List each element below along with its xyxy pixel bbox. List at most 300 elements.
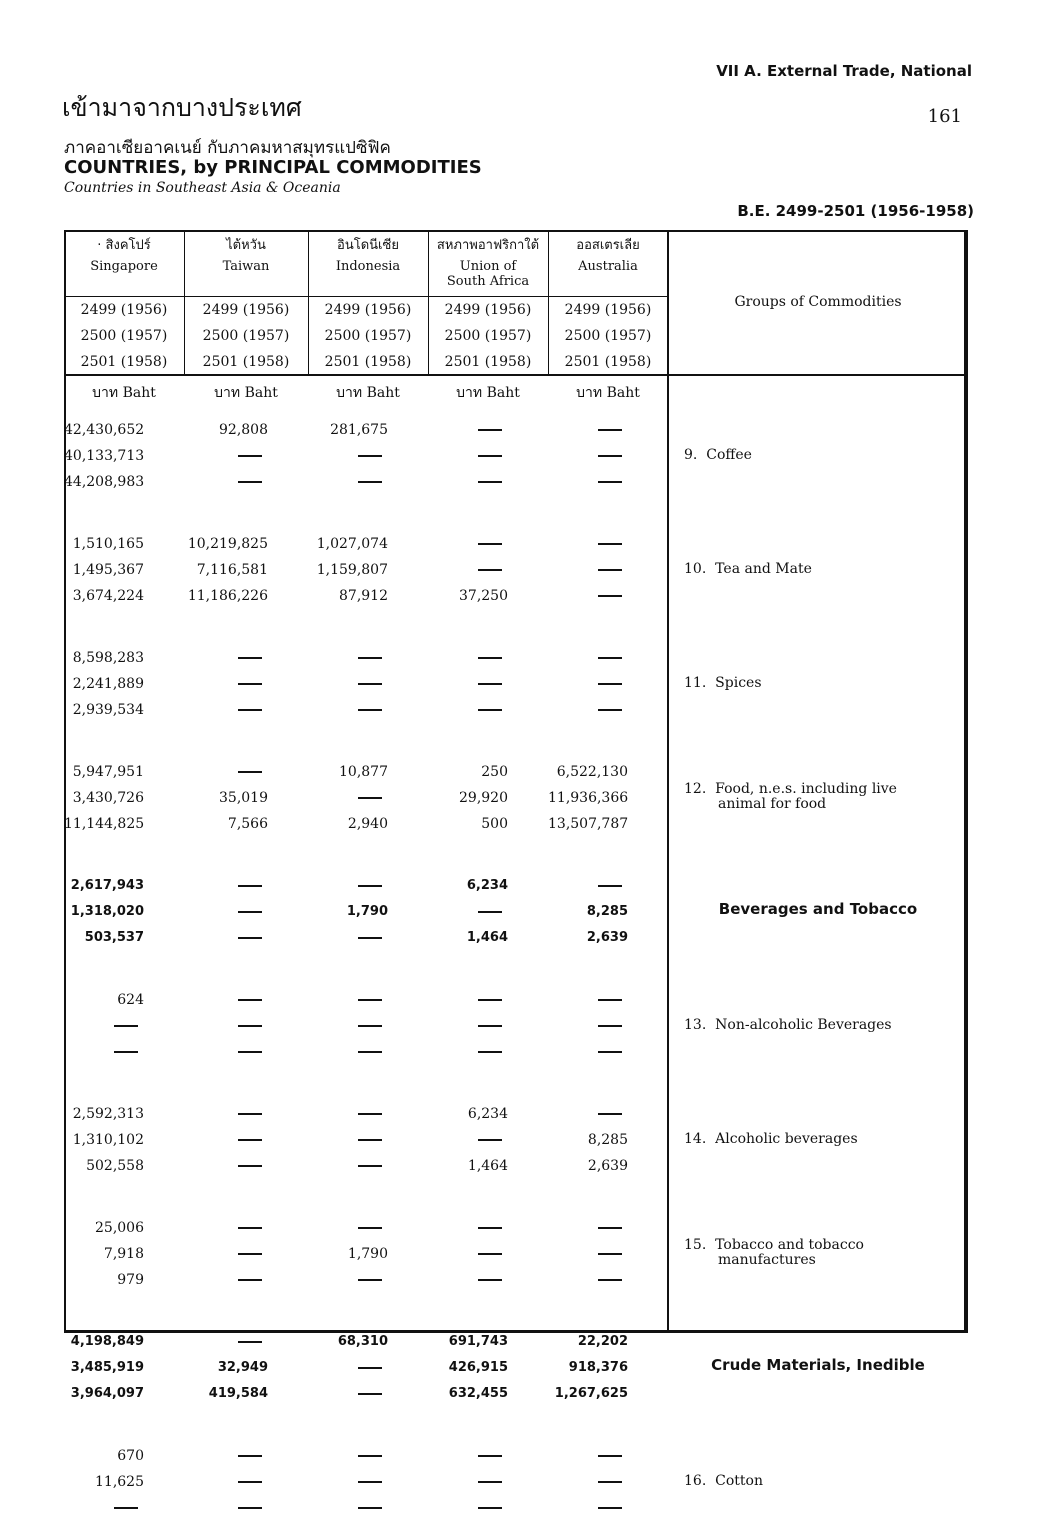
table-cell <box>64 1332 144 1352</box>
table-cell <box>184 788 268 808</box>
empty-dash <box>358 1113 382 1115</box>
table-cell <box>184 1358 268 1378</box>
table-cell <box>308 560 388 580</box>
table-cell <box>184 1270 262 1290</box>
table-cell <box>428 902 502 922</box>
table-cell <box>64 1130 144 1150</box>
table-cell <box>64 472 144 492</box>
commodity-group-name: 14. Alcoholic beverages <box>684 1131 858 1147</box>
cell-value: 502,558 <box>86 1158 144 1174</box>
table-cell <box>548 674 622 694</box>
cell-value: 1,790 <box>347 1246 388 1262</box>
year-label: 2500 (1957) <box>564 328 652 344</box>
table-cell <box>548 928 628 948</box>
table-cell <box>64 1244 144 1264</box>
table-cell <box>64 1016 138 1036</box>
table-cell <box>308 1104 382 1124</box>
empty-dash <box>358 1279 382 1281</box>
commodity-group-name: 16. Cotton <box>684 1473 764 1489</box>
empty-dash <box>358 885 382 887</box>
right-border <box>964 230 968 1332</box>
cell-value: 2,639 <box>586 930 628 945</box>
table-cell <box>308 788 382 808</box>
cell-value: 918,376 <box>568 1360 628 1375</box>
year-label: 2499 (1956) <box>80 302 168 318</box>
column-english: Union of South Africa <box>446 259 530 289</box>
empty-dash <box>238 1113 262 1115</box>
table-cell <box>64 928 144 948</box>
empty-dash <box>598 429 622 431</box>
cell-value: 68,310 <box>337 1334 388 1349</box>
table-cell <box>184 762 262 782</box>
table-cell <box>548 446 622 466</box>
empty-dash <box>598 1279 622 1281</box>
table-cell <box>548 648 622 668</box>
table-cell <box>428 560 502 580</box>
table-cell <box>548 876 622 896</box>
empty-dash <box>598 481 622 483</box>
years-rule <box>64 296 668 297</box>
empty-dash <box>598 885 622 887</box>
table-cell <box>428 586 508 606</box>
cell-value: 426,915 <box>448 1360 508 1375</box>
empty-dash <box>358 1393 382 1395</box>
table-cell <box>184 1384 268 1404</box>
cell-value: 670 <box>117 1448 144 1464</box>
cell-value: 37,250 <box>459 588 508 604</box>
table-cell <box>184 586 268 606</box>
commodity-section-label: Crude Materials, Inedible <box>711 1356 925 1374</box>
table-cell <box>64 1218 144 1238</box>
empty-dash <box>114 1051 138 1053</box>
empty-dash <box>478 1507 502 1509</box>
table-cell <box>64 560 144 580</box>
empty-dash <box>358 683 382 685</box>
cell-value: 281,675 <box>330 422 388 438</box>
cell-value: 1,310,102 <box>72 1132 144 1148</box>
empty-dash <box>598 1113 622 1115</box>
commodity-group-label <box>684 562 812 577</box>
cell-value: 10,877 <box>339 764 388 780</box>
commodity-group-name: 12. Food, n.e.s. including live <box>684 781 897 797</box>
table-cell <box>184 420 268 440</box>
empty-dash <box>478 429 502 431</box>
empty-dash <box>358 1025 382 1027</box>
table-cell <box>428 1472 502 1492</box>
table-cell <box>308 674 382 694</box>
commodity-group-label <box>684 448 752 463</box>
commodity-table <box>64 230 968 1490</box>
empty-dash <box>358 937 382 939</box>
table-cell <box>428 762 508 782</box>
table-cell <box>64 1498 138 1518</box>
table-cell <box>184 990 262 1010</box>
cell-value: 250 <box>481 764 508 780</box>
thai-title: เข้ามาจากบางประเทศ <box>62 93 302 122</box>
cell-value: 1,510,165 <box>72 536 144 552</box>
cell-value: 1,318,020 <box>70 904 144 919</box>
cell-value: 979 <box>117 1272 144 1288</box>
table-cell <box>428 1244 502 1264</box>
table-cell <box>184 648 262 668</box>
empty-dash <box>478 1139 502 1141</box>
table-cell <box>308 1498 382 1518</box>
table-cell <box>64 1446 144 1466</box>
column-english: Australia <box>578 259 638 274</box>
empty-dash <box>478 683 502 685</box>
cell-value: 500 <box>481 816 508 832</box>
table-cell <box>184 700 262 720</box>
empty-dash <box>238 1227 262 1229</box>
cell-value: 6,234 <box>467 1106 508 1122</box>
table-cell <box>428 534 502 554</box>
empty-dash <box>114 1025 138 1027</box>
cell-value: 11,625 <box>95 1474 144 1490</box>
table-cell <box>548 762 628 782</box>
empty-dash <box>358 1455 382 1457</box>
cell-value: 7,116,581 <box>196 562 268 578</box>
cell-value: 87,912 <box>339 588 388 604</box>
table-cell <box>308 902 388 922</box>
commodity-group-label <box>684 1018 892 1033</box>
cell-value: 22,202 <box>577 1334 628 1349</box>
cell-value: 3,674,224 <box>72 588 144 604</box>
table-cell <box>64 876 144 896</box>
empty-dash <box>238 683 262 685</box>
table-cell <box>308 1446 382 1466</box>
table-cell <box>184 876 262 896</box>
empty-dash <box>238 911 262 913</box>
table-cell <box>428 1332 508 1352</box>
cell-value: 11,144,825 <box>64 816 145 832</box>
empty-dash <box>478 1253 502 1255</box>
empty-dash <box>478 543 502 545</box>
table-cell <box>308 1218 382 1238</box>
table-cell <box>428 1130 502 1150</box>
table-cell <box>548 1498 622 1518</box>
empty-dash <box>358 481 382 483</box>
table-cell <box>548 472 622 492</box>
column-header-australia <box>548 238 668 274</box>
column-thai: · สิงคโปร์ <box>97 238 151 253</box>
table-cell <box>184 1156 262 1176</box>
empty-dash <box>598 683 622 685</box>
empty-dash <box>238 709 262 711</box>
table-cell <box>64 700 144 720</box>
table-cell <box>428 1042 502 1062</box>
table-cell <box>184 902 262 922</box>
table-cell <box>548 1446 622 1466</box>
column-thai: สหภาพอาฟริกาใต้ <box>436 238 540 253</box>
empty-dash <box>478 455 502 457</box>
empty-dash <box>114 1507 138 1509</box>
empty-dash <box>238 1165 262 1167</box>
table-cell <box>308 700 382 720</box>
empty-dash <box>238 1279 262 1281</box>
table-cell <box>308 1384 382 1404</box>
table-cell <box>184 928 262 948</box>
column-english: Indonesia <box>335 259 401 274</box>
empty-dash <box>358 1139 382 1141</box>
table-cell <box>64 648 144 668</box>
table-cell <box>308 762 388 782</box>
cell-value: 503,537 <box>84 930 144 945</box>
table-cell <box>184 1498 262 1518</box>
table-cell <box>428 990 502 1010</box>
year-label: 2499 (1956) <box>324 302 412 318</box>
empty-dash <box>598 709 622 711</box>
cell-value: 1,790 <box>346 904 388 919</box>
empty-dash <box>478 911 502 913</box>
table-cell <box>428 446 502 466</box>
empty-dash <box>358 1227 382 1229</box>
year-label: 2499 (1956) <box>564 302 652 318</box>
table-cell <box>548 1104 622 1124</box>
column-header-singapore <box>64 238 184 274</box>
cell-value: 11,936,366 <box>548 790 629 806</box>
cell-value: 691,743 <box>448 1334 508 1349</box>
commodity-group-name: 11. Spices <box>684 675 762 691</box>
table-cell <box>184 1130 262 1150</box>
table-cell <box>308 1332 388 1352</box>
cell-value: 2,592,313 <box>72 1106 144 1122</box>
cell-value: 3,430,726 <box>72 790 144 806</box>
year-label: 2499 (1956) <box>444 302 532 318</box>
commodity-group-label <box>684 1238 864 1268</box>
empty-dash <box>358 657 382 659</box>
empty-dash <box>238 1481 262 1483</box>
year-label: 2499 (1956) <box>202 302 290 318</box>
commodity-section-label: Beverages and Tobacco <box>718 900 918 918</box>
cell-value: 3,485,919 <box>70 1360 144 1375</box>
table-cell <box>428 1358 508 1378</box>
table-cell <box>428 1104 508 1124</box>
table-cell <box>64 1104 144 1124</box>
table-cell <box>64 1358 144 1378</box>
table-cell <box>428 1270 502 1290</box>
year-label: 2501 (1958) <box>202 354 290 370</box>
table-cell <box>428 648 502 668</box>
cell-value: 3,964,097 <box>70 1386 144 1401</box>
cell-value: 7,918 <box>103 1246 144 1262</box>
cell-value: 624 <box>117 992 144 1008</box>
cell-value: 11,186,226 <box>187 588 268 604</box>
year-label: 2500 (1957) <box>80 328 168 344</box>
top-rule <box>64 230 968 232</box>
table-cell <box>308 472 382 492</box>
cell-value: 2,617,943 <box>70 878 144 893</box>
table-cell <box>184 1472 262 1492</box>
cell-value: 25,006 <box>95 1220 144 1236</box>
table-cell <box>184 1332 262 1352</box>
empty-dash <box>598 657 622 659</box>
commodity-group-label <box>684 782 897 812</box>
table-cell <box>428 876 508 896</box>
commodity-group-name: 13. Non-alcoholic Beverages <box>684 1017 892 1033</box>
table-cell <box>64 1384 144 1404</box>
table-cell <box>64 534 144 554</box>
column-english: Singapore <box>90 259 158 274</box>
cell-value: 1,027,074 <box>316 536 388 552</box>
year-label: 2500 (1957) <box>202 328 290 344</box>
empty-dash <box>478 1455 502 1457</box>
table-cell <box>548 1042 622 1062</box>
table-cell <box>308 1042 382 1062</box>
table-cell <box>548 700 622 720</box>
year-label: 2501 (1958) <box>80 354 168 370</box>
column-header-taiwan <box>184 238 308 274</box>
table-cell <box>64 1156 144 1176</box>
table-cell <box>548 1218 622 1238</box>
table-cell <box>308 446 382 466</box>
english-title: COUNTRIES, by PRINCIPAL COMMODITIES <box>64 157 482 178</box>
table-cell <box>308 420 388 440</box>
column-header-indonesia <box>308 238 428 274</box>
cell-value: 42,430,652 <box>64 422 145 438</box>
empty-dash <box>478 657 502 659</box>
table-cell <box>184 674 262 694</box>
table-cell <box>184 1218 262 1238</box>
table-cell <box>64 1472 144 1492</box>
empty-dash <box>358 1507 382 1509</box>
table-cell <box>308 814 388 834</box>
cell-value: 1,159,807 <box>316 562 388 578</box>
empty-dash <box>358 455 382 457</box>
empty-dash <box>598 1481 622 1483</box>
cell-value: 7,566 <box>227 816 268 832</box>
empty-dash <box>238 1455 262 1457</box>
table-cell <box>308 1358 382 1378</box>
column-thai: อินโดนีเซีย <box>337 238 399 253</box>
commodity-group-label <box>684 676 762 691</box>
table-cell <box>428 472 502 492</box>
column-english: Taiwan <box>222 259 270 274</box>
table-cell <box>548 788 628 808</box>
empty-dash <box>478 709 502 711</box>
table-cell <box>428 1498 502 1518</box>
empty-dash <box>598 1253 622 1255</box>
year-label: 2500 (1957) <box>444 328 532 344</box>
table-cell <box>184 446 262 466</box>
table-cell <box>308 648 382 668</box>
cell-value: 32,949 <box>217 1360 268 1375</box>
empty-dash <box>238 1139 262 1141</box>
cell-value: 8,285 <box>586 904 628 919</box>
table-cell <box>308 1016 382 1036</box>
table-cell <box>184 534 268 554</box>
table-cell <box>428 674 502 694</box>
table-cell <box>184 1016 262 1036</box>
empty-dash <box>598 455 622 457</box>
empty-dash <box>358 797 382 799</box>
cell-value: 632,455 <box>448 1386 508 1401</box>
cell-value: 1,464 <box>467 1158 508 1174</box>
table-cell <box>308 586 388 606</box>
cell-value: 1,464 <box>466 930 508 945</box>
empty-dash <box>238 455 262 457</box>
empty-dash <box>478 1051 502 1053</box>
column-thai: ออสเตรเลีย <box>576 238 640 253</box>
table-cell <box>184 1446 262 1466</box>
table-cell <box>548 1472 622 1492</box>
period-label: B.E. 2499-2501 (1956-1958) <box>737 202 974 220</box>
empty-dash <box>238 481 262 483</box>
empty-dash <box>358 709 382 711</box>
groups-of-commodities-header: Groups of Commodities <box>734 294 902 310</box>
table-cell <box>308 1156 382 1176</box>
page-number: 161 <box>927 106 962 127</box>
empty-dash <box>478 1025 502 1027</box>
cell-value: 2,639 <box>587 1158 628 1174</box>
table-cell <box>428 1156 508 1176</box>
table-cell <box>184 560 268 580</box>
empty-dash <box>478 481 502 483</box>
table-cell <box>64 586 144 606</box>
empty-dash <box>598 1051 622 1053</box>
table-cell <box>548 1332 628 1352</box>
unit-label: บาท Baht <box>214 385 278 401</box>
table-cell <box>428 788 508 808</box>
table-cell <box>548 1156 628 1176</box>
table-cell <box>64 814 144 834</box>
table-cell <box>64 1270 144 1290</box>
year-label: 2501 (1958) <box>324 354 412 370</box>
cell-value: 8,285 <box>587 1132 628 1148</box>
cell-value: 8,598,283 <box>72 650 144 666</box>
table-cell <box>308 1130 382 1150</box>
table-cell <box>548 1384 628 1404</box>
table-cell <box>548 990 622 1010</box>
table-cell <box>64 902 144 922</box>
table-cell <box>308 1244 388 1264</box>
table-cell <box>548 560 622 580</box>
table-cell <box>548 1358 628 1378</box>
table-cell <box>428 928 508 948</box>
table-cell <box>428 700 502 720</box>
empty-dash <box>238 885 262 887</box>
cell-value: 2,940 <box>347 816 388 832</box>
empty-dash <box>478 1227 502 1229</box>
cell-value: 35,019 <box>219 790 268 806</box>
table-cell <box>548 1016 622 1036</box>
cell-value: 29,920 <box>459 790 508 806</box>
empty-dash <box>598 1507 622 1509</box>
year-label: 2501 (1958) <box>444 354 532 370</box>
empty-dash <box>238 937 262 939</box>
cell-value: 1,495,367 <box>72 562 144 578</box>
empty-dash <box>598 595 622 597</box>
empty-dash <box>598 1455 622 1457</box>
commodity-group-name: 9. Coffee <box>684 447 752 463</box>
table-cell <box>184 1104 262 1124</box>
column-header-south-africa <box>428 238 548 289</box>
cell-value: 5,947,951 <box>72 764 144 780</box>
table-cell <box>64 446 144 466</box>
unit-label: บาท Baht <box>336 385 400 401</box>
commodity-group-name-cont: animal for food <box>718 796 827 812</box>
empty-dash <box>478 569 502 571</box>
empty-dash <box>358 1481 382 1483</box>
cell-value: 10,219,825 <box>187 536 268 552</box>
empty-dash <box>598 1227 622 1229</box>
thai-subtitle: ภาคอาเซียอาคเนย์ กับภาคมหาสมุทรแปซิฟิค <box>64 138 391 158</box>
table-cell <box>308 990 382 1010</box>
empty-dash <box>238 999 262 1001</box>
table-cell <box>308 876 382 896</box>
year-label: 2500 (1957) <box>324 328 412 344</box>
empty-dash <box>358 999 382 1001</box>
table-cell <box>428 1218 502 1238</box>
